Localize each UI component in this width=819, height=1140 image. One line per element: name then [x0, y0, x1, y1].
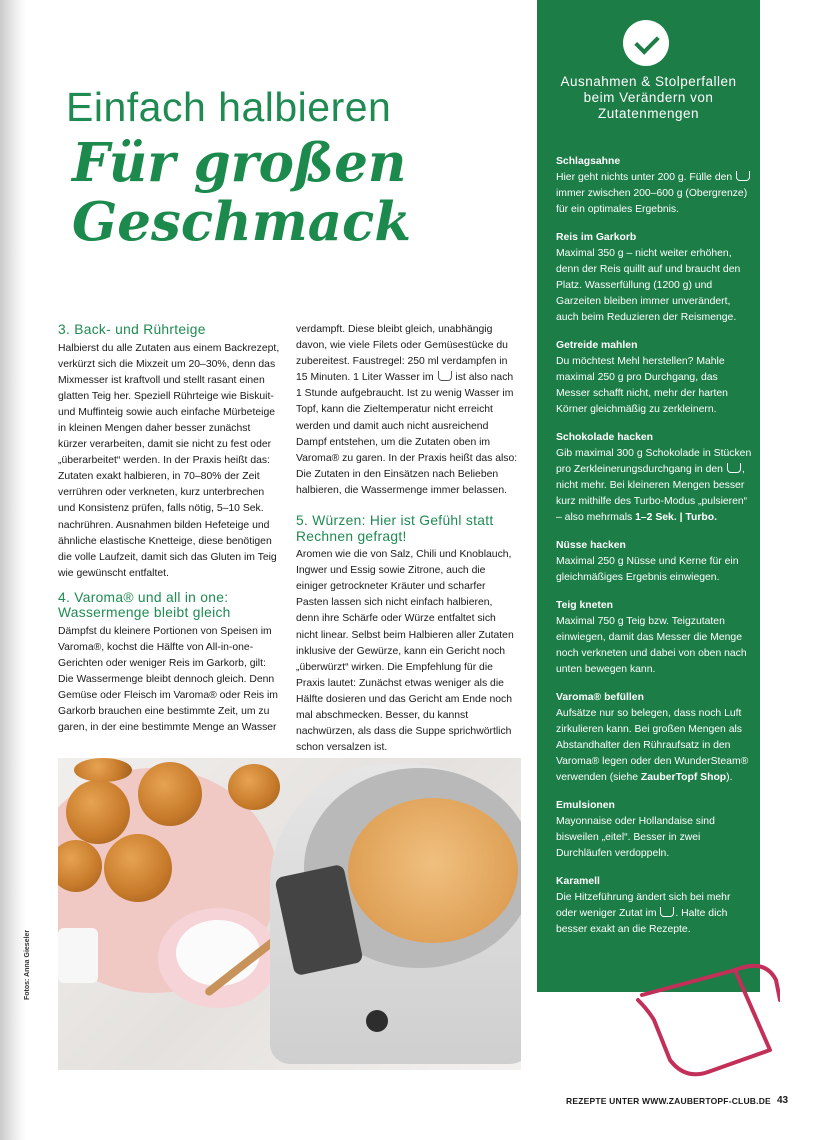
- sidebar-item-text: [556, 890, 752, 938]
- sidebar-item: [556, 798, 752, 862]
- sidebar-item: [556, 598, 752, 678]
- title-line-1: Für großen: [72, 132, 407, 194]
- sidebar-item-text: Mayonnaise oder Hollandaise sind bisweilen „eitel“. Besser in zwei Durchläufen verdoppeln.: [556, 816, 715, 859]
- sidebar-item: [556, 874, 752, 938]
- page-spine-shadow: [0, 0, 26, 1140]
- section-4-cont-b: ist also nach 1 Stunde aufgebraucht. Ist zu wenig Wasser im Topf, kann die Zieltemperatur nicht erreicht werden und damit auch nicht ausreichend Dampf entstehen, um die Zutaten oben im Varoma® zu garen. In der Praxis heißt das also: Die Zutaten in den Einsätzen nach Belieben halbieren, die Wassermenge immer belassen.: [296, 372, 518, 496]
- sidebar-item: [556, 538, 752, 586]
- sidebar-item-text: Maximal 250 g Nüsse und Kerne für ein gleichmäßiges Ergebnis einwiegen.: [556, 556, 739, 583]
- section-3-heading: 3. Back- und Rührteige: [58, 322, 206, 337]
- photo-credit: Fotos: Anna Gieseler: [24, 929, 31, 1000]
- sidebar-item-text-a: Gib maximal 300 g Schokolade in Stücken pro Zerkleinerungsdurchgang in den: [556, 448, 752, 475]
- sidebar-item-heading: Reis im Garkorb: [556, 232, 637, 243]
- article-column-2: [296, 322, 518, 756]
- mixing-bowl-icon: [438, 371, 452, 381]
- sidebar-item-text-b: . Halte dich besser exakt an die Rezepte.: [556, 908, 728, 935]
- sidebar-item-heading: Schokolade hacken: [556, 432, 654, 443]
- sidebar-item-text-c: ).: [726, 772, 733, 783]
- sidebar-item-heading: Getreide mahlen: [556, 340, 638, 351]
- muffin: [74, 758, 132, 782]
- batter: [348, 798, 518, 943]
- white-cup: [58, 928, 98, 983]
- page-number: 43: [777, 1095, 789, 1106]
- sidebar-item-heading: Karamell: [556, 876, 600, 887]
- sidebar-item: [556, 430, 752, 526]
- section-4-body: Dämpfst du kleinere Portionen von Speisen im Varoma®, kochst die Hälfte von All-in-one-Gerichten oder weniger Reis im Garkorb, gilt: Die Wassermenge bleibt dennoch gleich. Denn Gemüse oder Fleisch im Varoma® oder Reis im Garkorb brauchen eine bestimmte Zeit, um zu garen, in der eine bestimmte Menge an Wasser: [58, 625, 278, 734]
- sidebar-item-heading: Emulsionen: [556, 800, 615, 811]
- sidebar-item-text: Du möchtest Mehl herstellen? Mahle maximal 250 g pro Durchgang, das Messer schafft nicht, mehr der harten Körner gleichmäßig zu zerkleinern.: [556, 356, 728, 415]
- footer-url: REZEPTE UNTER WWW.ZAUBERTOPF-CLUB.DE: [566, 1096, 771, 1106]
- muffin: [138, 762, 202, 826]
- shop-reference: ZauberTopf Shop: [640, 772, 727, 783]
- sidebar-title: Ausnahmen & Stolperfallen beim Verändern von Zutatenmengen: [560, 74, 737, 121]
- muffin: [66, 780, 130, 844]
- title-line-2: Geschmack: [72, 191, 412, 253]
- article-column-1: [58, 322, 280, 737]
- sidebar-item: [556, 154, 752, 218]
- section-5-body: Aromen wie die von Salz, Chili und Knoblauch, Ingwer und Essig sowie Zitrone, auch die einiger getrockneter Kräuter und scharfer Pasten lassen sich nicht einfach halbieren, denn ihre Schärfe oder Würze entfaltet sich nicht linear. Selbst beim Halbieren aller Zutaten inklusive der Gewürze, kann ein Gericht noch „überwürzt“ wirken. Die Empfehlung für die Praxis lautet: Zunächst etwas weniger als die Hälfte dosieren und das Gericht am Ende noch mal abschmecken. Besser, du kannst nachwürzen, als dass die Suppe sprichwörtlich schon versalzen ist.: [296, 549, 514, 754]
- sidebar-item-text: [556, 706, 752, 786]
- section-5-heading: 5. Würzen: Hier ist Gefühl statt Rechnen gefragt!: [296, 513, 494, 544]
- sidebar-item-heading: Varoma® befüllen: [556, 692, 644, 703]
- sidebar-item-text-b: immer zwischen 200–600 g (Obergrenze) für ein optimales Ergebnis.: [556, 188, 748, 215]
- sidebar-item-text: Maximal 350 g – nicht weiter erhöhen, denn der Reis quillt auf und braucht den Platz. Wasserfüllung (1200 g) und Garzeiten bleiben immer unverändert, auch beim Reduzieren der Reismenge.: [556, 248, 741, 323]
- page-title: [72, 134, 512, 252]
- mixing-bowl-icon: [736, 171, 750, 181]
- sidebar-item: [556, 690, 752, 786]
- sidebar-item-text: [556, 170, 752, 218]
- tips-sidebar: [537, 0, 760, 992]
- section-3-body: Halbierst du alle Zutaten aus einem Backrezept, verkürzt sich die Mixzeit um 20–30%, denn das Mixmesser ist kraftvoll und stellt rasant einen glatten Teig her. Speziell Rührteige wie Biskuit- und Muffinteig sowie auch einfache Mürbeteige in kleinen Mengen daher besser zunächst kürzer verarbeiten, damit sie nicht zu fest oder „überarbeitet“ werden. In der Praxis heißt das: Zutaten exakt halbieren, in 70–80% der Zeit verrühren oder verkneten, kurz unterbrechen und Konsistenz prüfen, falls nötig, 5–10 Sek. nachrühren. Ausnahmen bilden Hefeteige und ähnliche elastische Knetteige, diese benötigen die volle Laufzeit, damit sich das Gluten im Teig wie gewünscht entfaltet.: [58, 342, 280, 579]
- sidebar-item-text-a: Aufsätze nur so belegen, dass noch Luft zirkulieren kann. Bei großen Mengen als Abstandhalter den Rühraufsatz in den Varoma® legen oder den WunderSteam® verwenden (siehe: [556, 708, 749, 783]
- check-icon: [623, 20, 669, 66]
- section-4-cont-a: verdampft. Diese bleibt gleich, unabhängig davon, wie viele Filets oder Gemüsestücke du zubereitest. Faustregel: 250 ml verdampfen in 15 Minuten. 1 Liter Wasser im: [296, 324, 508, 384]
- sidebar-body: [556, 154, 752, 938]
- sidebar-item-text: [556, 446, 752, 526]
- sidebar-item-text-a: Hier geht nichts unter 200 g. Fülle den: [556, 172, 733, 183]
- sidebar-item-text: Maximal 750 g Teig bzw. Teigzutaten einwiegen, damit das Messer die Menge noch verkneten und dabei von oben nach unten bewegen kann.: [556, 616, 747, 675]
- sidebar-item-text-b: , nicht mehr. Bei kleineren Mengen besser kurz mithilfe des Turbo-Modus „pulsieren“ – also mehrmals: [556, 464, 748, 523]
- sidebar-item-heading: Nüsse hacken: [556, 540, 626, 551]
- muffin: [104, 834, 172, 902]
- yogurt: [176, 920, 260, 986]
- machine-knob: [366, 1010, 388, 1032]
- mixing-bowl-icon: [660, 907, 674, 917]
- mixing-bowl-icon: [727, 463, 741, 473]
- kicker-heading: Einfach halbieren: [66, 84, 392, 130]
- sidebar-item-heading: Schlagsahne: [556, 156, 621, 167]
- muffin: [228, 764, 280, 810]
- sidebar-item: [556, 338, 752, 418]
- mixing-bowl-outline-icon: [630, 940, 780, 1090]
- section-4-heading: 4. Varoma® und all in one: Wassermenge bleibt gleich: [58, 589, 231, 621]
- food-photo: [58, 758, 521, 1070]
- sidebar-item: [556, 230, 752, 326]
- section-4-continued: [296, 322, 518, 499]
- sidebar-item-text-a: Die Hitzeführung ändert sich bei mehr oder weniger Zutat im: [556, 892, 731, 919]
- sidebar-item-heading: Teig kneten: [556, 600, 613, 611]
- sidebar-item-text-c: 1–2 Sek. | Turbo.: [635, 512, 717, 523]
